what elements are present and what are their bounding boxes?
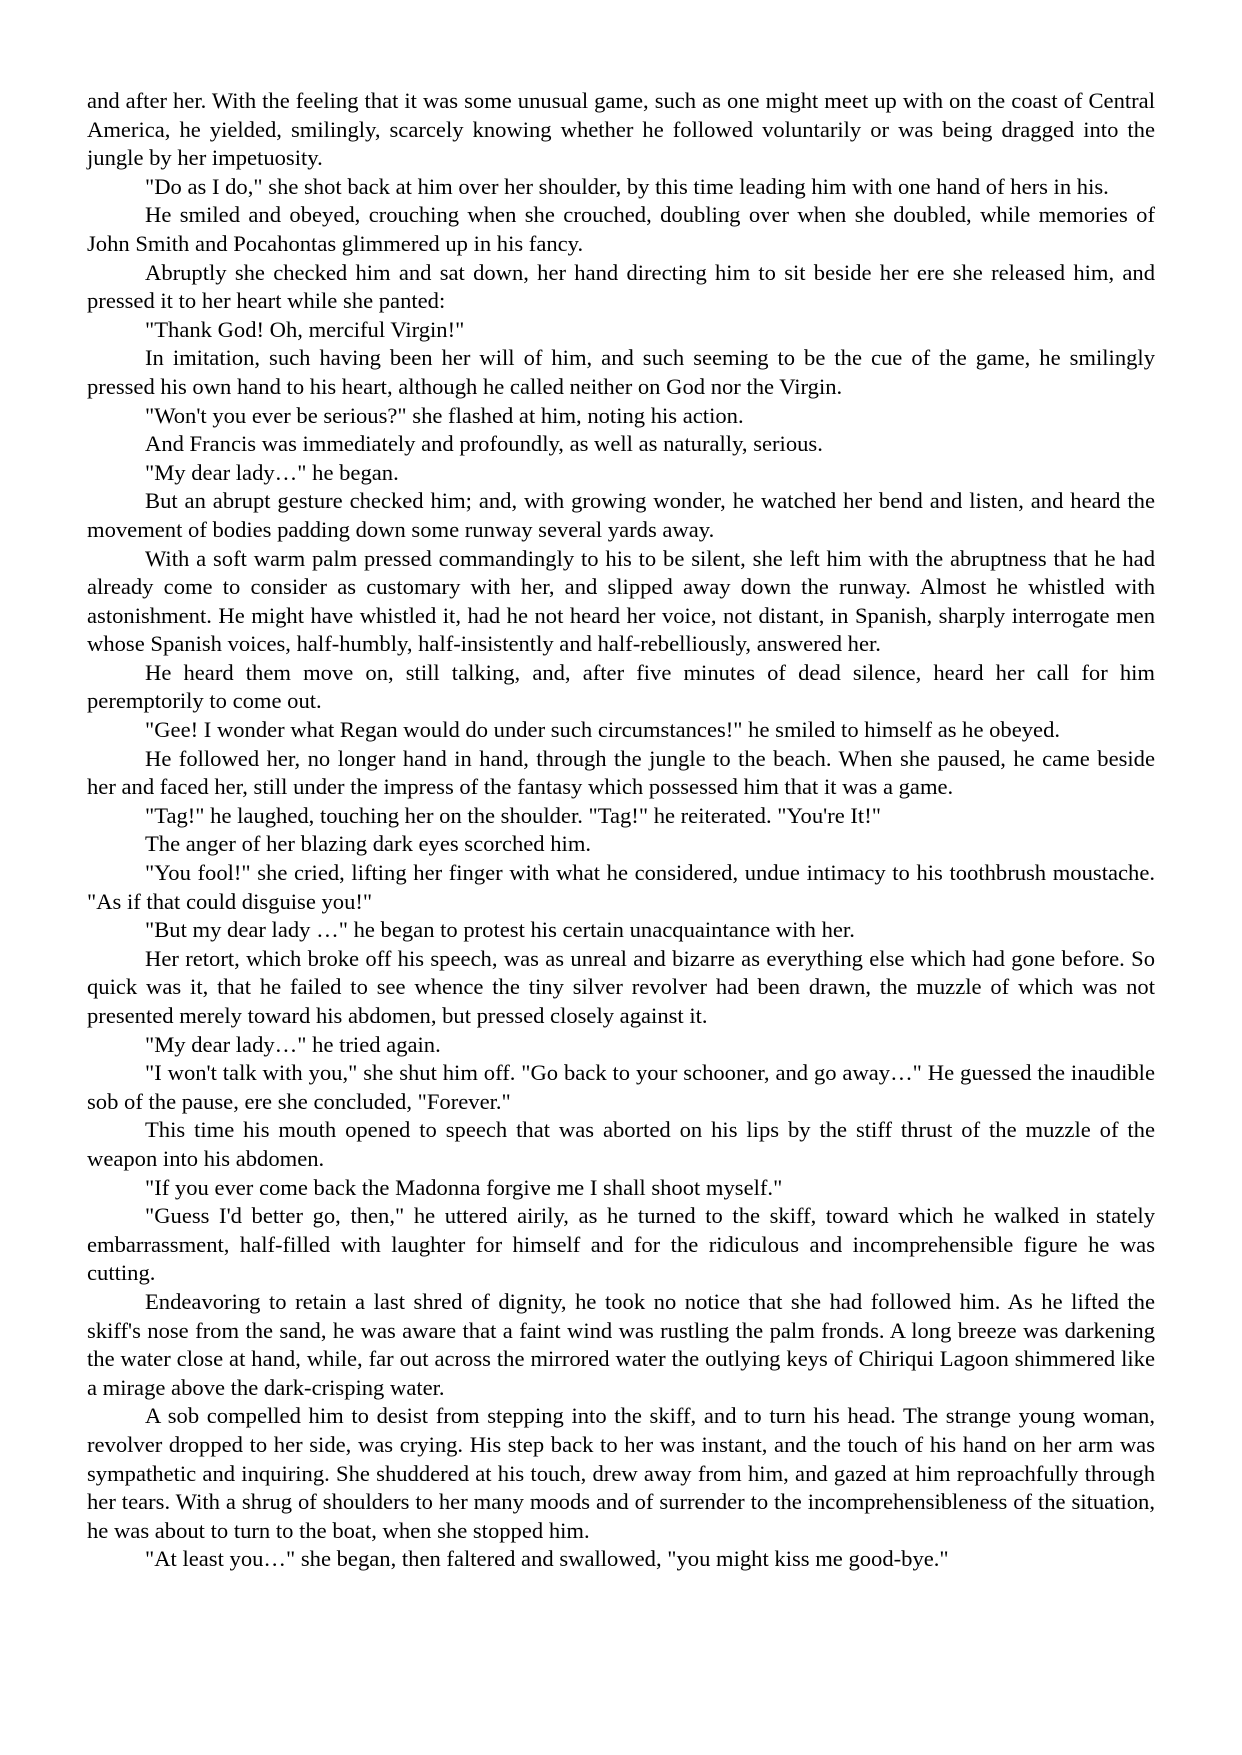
paragraph: In imitation, such having been her will of him, and such seeming to be the cue of the game, he smilingly pressed his own hand to his heart, although he called neither on God nor the Virgin. xyxy=(87,345,1155,399)
paragraph: Endeavoring to retain a last shred of dignity, he took no notice that she had followed him. As he lifted the skiff's nose from the sand, he was aware that a faint wind was rustling the palm fronds. A long breeze was darkening the water close at hand, while, far out across the mirrored water the outlying keys of Chiriqui Lagoon shimmered like a mirage above the dark-crisping water. xyxy=(87,1288,1155,1400)
paragraph: "Thank God! Oh, merciful Virgin!" xyxy=(145,316,465,342)
paragraph: But an abrupt gesture checked him; and, with growing wonder, he watched her bend and listen, and heard the movement of bodies padding down some runway several yards away. xyxy=(87,488,1155,542)
paragraph: "Guess I'd better go, then," he uttered airily, as he turned to the skiff, toward which he walked in stately embarrassment, half-filled with laughter for himself and for the ridiculous and incomprehensible figure he was cutting. xyxy=(87,1203,1155,1286)
page-text xyxy=(87,87,1155,1574)
paragraph: He heard them move on, still talking, and, after five minutes of dead silence, heard her call for him peremptorily to come out. xyxy=(87,659,1155,714)
paragraph: "You fool!" she cried, lifting her finger with what he considered, undue intimacy to his toothbrush moustache. "As if that could disguise you!" xyxy=(87,860,1155,914)
paragraph: "But my dear lady …" he began to protest his certain unacquaintance with her. xyxy=(145,917,855,943)
paragraph: A sob compelled him to desist from stepping into the skiff, and to turn his head. The strange young woman, revolver dropped to her side, was crying. His step back to her was instant, and the touch of his hand on her arm was sympathetic and inquiring. She shuddered at his touch, drew away from him, and gazed at him reproachfully through her tears. With a shrug of shoulders to her many moods and of surrender to the incomprehensibleness of the situation, he was about to turn to the boat, when she stopped him. xyxy=(87,1403,1155,1543)
paragraph: "Do as I do," she shot back at him over her shoulder, by this time leading him with one hand of hers in his. xyxy=(145,173,1109,199)
paragraph: "I won't talk with you," she shut him off. "Go back to your schooner, and go away…" He guessed the inaudible sob of the pause, ere she concluded, "Forever." xyxy=(87,1060,1155,1114)
paragraph: He smiled and obeyed, crouching when she crouched, doubling over when she doubled, while memories of John Smith and Pocahontas glimmered up in his fancy. xyxy=(87,202,1155,256)
paragraph: This time his mouth opened to speech that was aborted on his lips by the stiff thrust of the muzzle of the weapon into his abdomen. xyxy=(87,1117,1155,1171)
paragraph: and after her. With the feeling that it was some unusual game, such as one might meet up with on the coast of Central America, he yielded, smilingly, scarcely knowing whether he followed voluntarily or was being dragged into the jungle by her impetuosity. xyxy=(87,88,1155,171)
paragraph: Abruptly she checked him and sat down, her hand directing him to sit beside her ere she released him, and pressed it to her heart while she panted: xyxy=(87,259,1155,314)
paragraph: He followed her, no longer hand in hand, through the jungle to the beach. When she paused, he came beside her and faced her, still under the impress of the fantasy which possessed him that it was a game. xyxy=(87,745,1155,800)
paragraph: With a soft warm palm pressed commandingly to his to be silent, she left him with the abruptness that he had already come to consider as customary with her, and slipped away down the runway. Almost he whistled with astonishment. He might have whistled it, had he not heard her voice, not distant, in Spanish, sharply interrogate men whose Spanish voices, half-humbly, half-insistently and half-rebelliously, answered her. xyxy=(87,545,1155,657)
paragraph: "Won't you ever be serious?" she flashed at him, noting his action. xyxy=(145,402,744,428)
paragraph: "My dear lady…" he tried again. xyxy=(145,1031,441,1057)
paragraph: "If you ever come back the Madonna forgive me I shall shoot myself." xyxy=(145,1174,783,1200)
paragraph: "At least you…" she began, then faltered and swallowed, "you might kiss me good-bye." xyxy=(145,1546,949,1572)
paragraph: And Francis was immediately and profoundly, as well as naturally, serious. xyxy=(145,431,823,457)
paragraph: "Tag!" he laughed, touching her on the shoulder. "Tag!" he reiterated. "You're It!" xyxy=(145,802,881,828)
paragraph: The anger of her blazing dark eyes scorched him. xyxy=(145,831,592,857)
paragraph: "Gee! I wonder what Regan would do under such circumstances!" he smiled to himself as he obeyed. xyxy=(145,717,1061,743)
paragraph: "My dear lady…" he began. xyxy=(145,459,399,485)
paragraph: Her retort, which broke off his speech, was as unreal and bizarre as everything else which had gone before. So quick was it, that he failed to see whence the tiny silver revolver had been drawn, the muzzle of which was not presented merely toward his abdomen, but pressed closely against it. xyxy=(87,945,1155,1028)
